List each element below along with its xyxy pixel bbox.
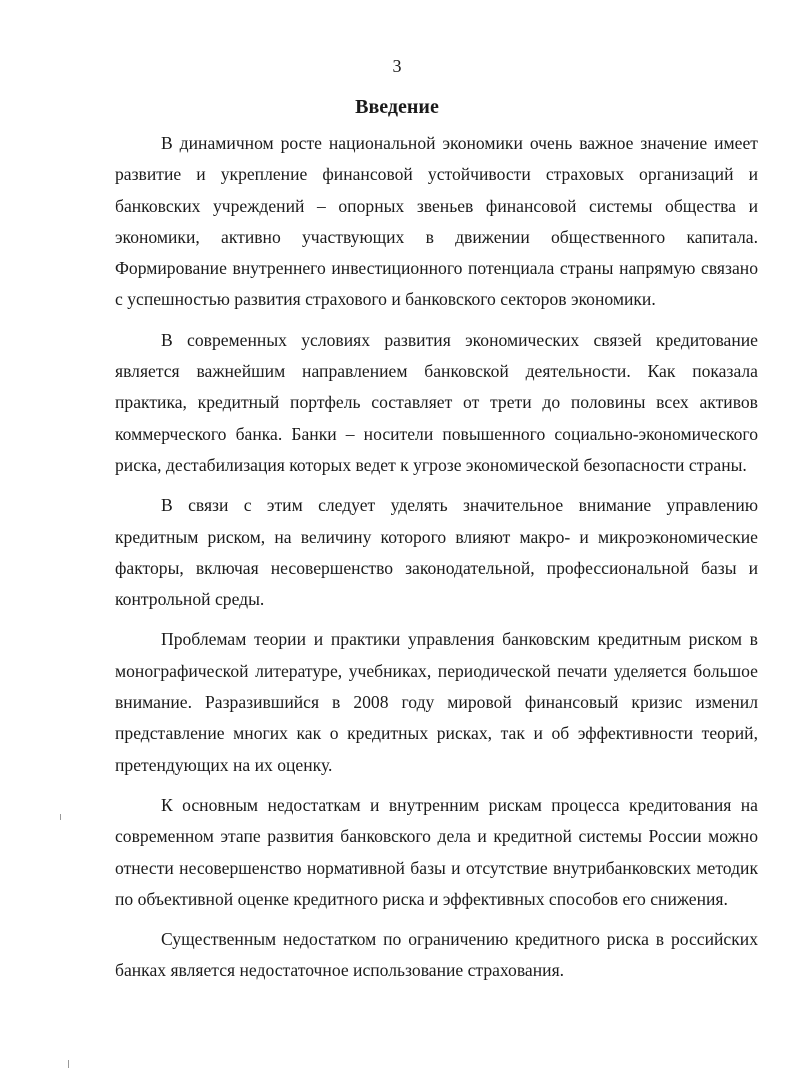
paragraph-6: Существенным недостатком по ограничению кредитного риска в российских банках является недостаточное использование страхования.: [115, 929, 758, 981]
paragraph-4: Проблемам теории и практики управления банковским кредитным риском в монографической литературе, учебниках, периодической печати уделяется большое внимание. Разразившийся в 2008 году мировой финансовый кризис изменил представление многих как о кредитных рисках, так и об эффективности теорий, претендующих на их оценку.: [115, 629, 758, 775]
paragraph-3: В связи с этим следует уделять значительное внимание управлению кредитным риском, на величину которого влияют макро- и микроэкономические факторы, включая несовершенство законодательной, профессиональной базы и контрольной среды.: [115, 495, 758, 610]
page-number: 3: [392, 56, 402, 76]
page-title: Введение: [355, 96, 439, 118]
paragraph-5: К основным недостаткам и внутренним рискам процесса кредитования на современном этапе развития банковского дела и кредитной системы России можно отнести несовершенство нормативной базы и отсутствие внутрибанковских методик по объективной оценке кредитного риска и эффективных способов его снижения.: [115, 794, 758, 909]
scan-artifact-mark: [68, 1060, 69, 1068]
paragraph-1: В динамичном росте национальной экономики очень важное значение имеет развитие и укрепление финансовой устойчивости страховых организаций и банковских учреждений – опорных звеньев финансовой системы общества и экономики, активно участвующих в движении общественного капитала. Формирование внутреннего инвестиционного потенциала страны напрямую связано с успешностью развития страхового и банковского секторов экономики.: [115, 133, 758, 310]
scan-artifact-mark: [60, 814, 61, 820]
paragraph-2: В современных условиях развития экономических связей кредитование является важнейшим направлением банковской деятельности. Как показала практика, кредитный портфель составляет от трети до половины всех активов коммерческого банка. Банки – носители повышенного социально-экономического риска, дестабилизация которых ведет к угрозе экономической безопасности страны.: [115, 329, 758, 475]
body-text: [115, 128, 758, 987]
